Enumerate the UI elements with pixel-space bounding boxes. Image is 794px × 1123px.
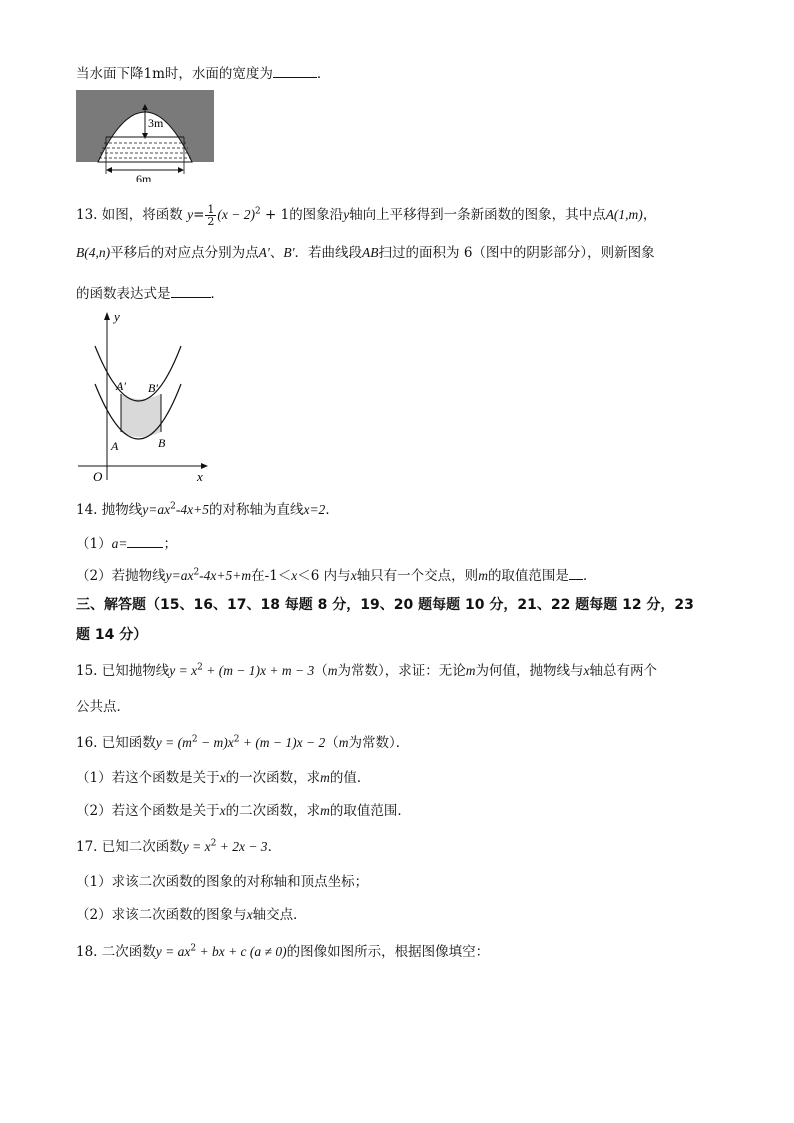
label-B: B xyxy=(158,436,166,450)
height-label: 3m xyxy=(148,116,164,130)
q14-part2: （2）若抛物线$y=ax^2-4x+5+m$在-1＜x＜6 内与x轴只有一个交点，则m的取值范围是 ． xyxy=(76,564,596,586)
q14-part1-blank[interactable] xyxy=(127,532,163,548)
q14-part2-blank[interactable] xyxy=(569,564,583,580)
q15-line2: 公共点． xyxy=(76,699,130,715)
q16-stem: 16. 已知函数$y = (m^2 - m)x^2 + (m - 1)x - 2(m$为常数）． xyxy=(76,734,410,751)
q13-line1: 13. 如图，将函数 y= $\frac{1}{2}$ $(x - 2)^2 + 1$的图象沿y轴向上平移得到一条新函数的图象，其中点A(1,m)， xyxy=(76,203,657,228)
q12-answer-blank[interactable] xyxy=(273,62,317,78)
q12-arch-figure xyxy=(76,90,214,182)
q13-line2: B(4,n)平移后的对应点分别为点A′、B′．若曲线段AB扫过的面积为 6（图中的阴影部分），则新图象 xyxy=(76,245,655,261)
q18-stem: 18. 二次函数$y = ax^2$ + bx + c (a ≠ 0)的图像如图所示，根据图像填空： xyxy=(76,943,490,960)
q13-fraction: $\frac{1}{2}$ xyxy=(207,203,215,228)
q16-part2: （2）若这个函数是关于x的二次函数，求m的取值范围． xyxy=(76,803,411,819)
q17-part1: （1）求该二次函数的图象的对称轴和顶点坐标； xyxy=(76,874,369,890)
q14-stem: 14. 抛物线$y=ax^2-4x+5$的对称轴为直线x=2． xyxy=(76,501,339,518)
label-A-prime: A′ xyxy=(116,379,126,393)
label-A: A xyxy=(111,439,119,453)
width-label: 6m xyxy=(136,172,152,182)
q15-line1: 15. 已知抛物线$y = x^2 + (m - 1)x + m - 3(m$为常数），求证：无论m为何值，抛物线与x轴总有两个 xyxy=(76,662,658,679)
y-axis-label: y xyxy=(114,309,120,324)
q13-line3: 的函数表达式是 ． xyxy=(76,282,224,304)
section3-title-line2: 题 14 分） xyxy=(76,627,148,643)
q17-part2: （2）求该二次函数的图象与x轴交点． xyxy=(76,907,307,923)
x-axis-label: x xyxy=(197,469,203,484)
label-B-prime: B′ xyxy=(148,381,158,395)
origin-label: O xyxy=(93,469,103,484)
q17-stem: 17. 已知二次函数$y = x^2 + 2x - 3$． xyxy=(76,838,282,855)
q13-answer-blank[interactable] xyxy=(171,282,211,298)
q12-text: 当水面下降1m时，水面的宽度为 ． xyxy=(76,62,330,84)
q16-part1: （1）若这个函数是关于x的一次函数，求m的值． xyxy=(76,770,371,786)
q13-parabola-figure xyxy=(78,308,218,484)
upper-parabola xyxy=(95,346,181,401)
section3-title-line1: 三、解答题（15、16、17、18 每题 8 分，19、20 题每题 10 分，21、22 题每题 12 分，23 xyxy=(76,597,694,613)
q14-part1: （1）a= ； xyxy=(76,532,177,554)
